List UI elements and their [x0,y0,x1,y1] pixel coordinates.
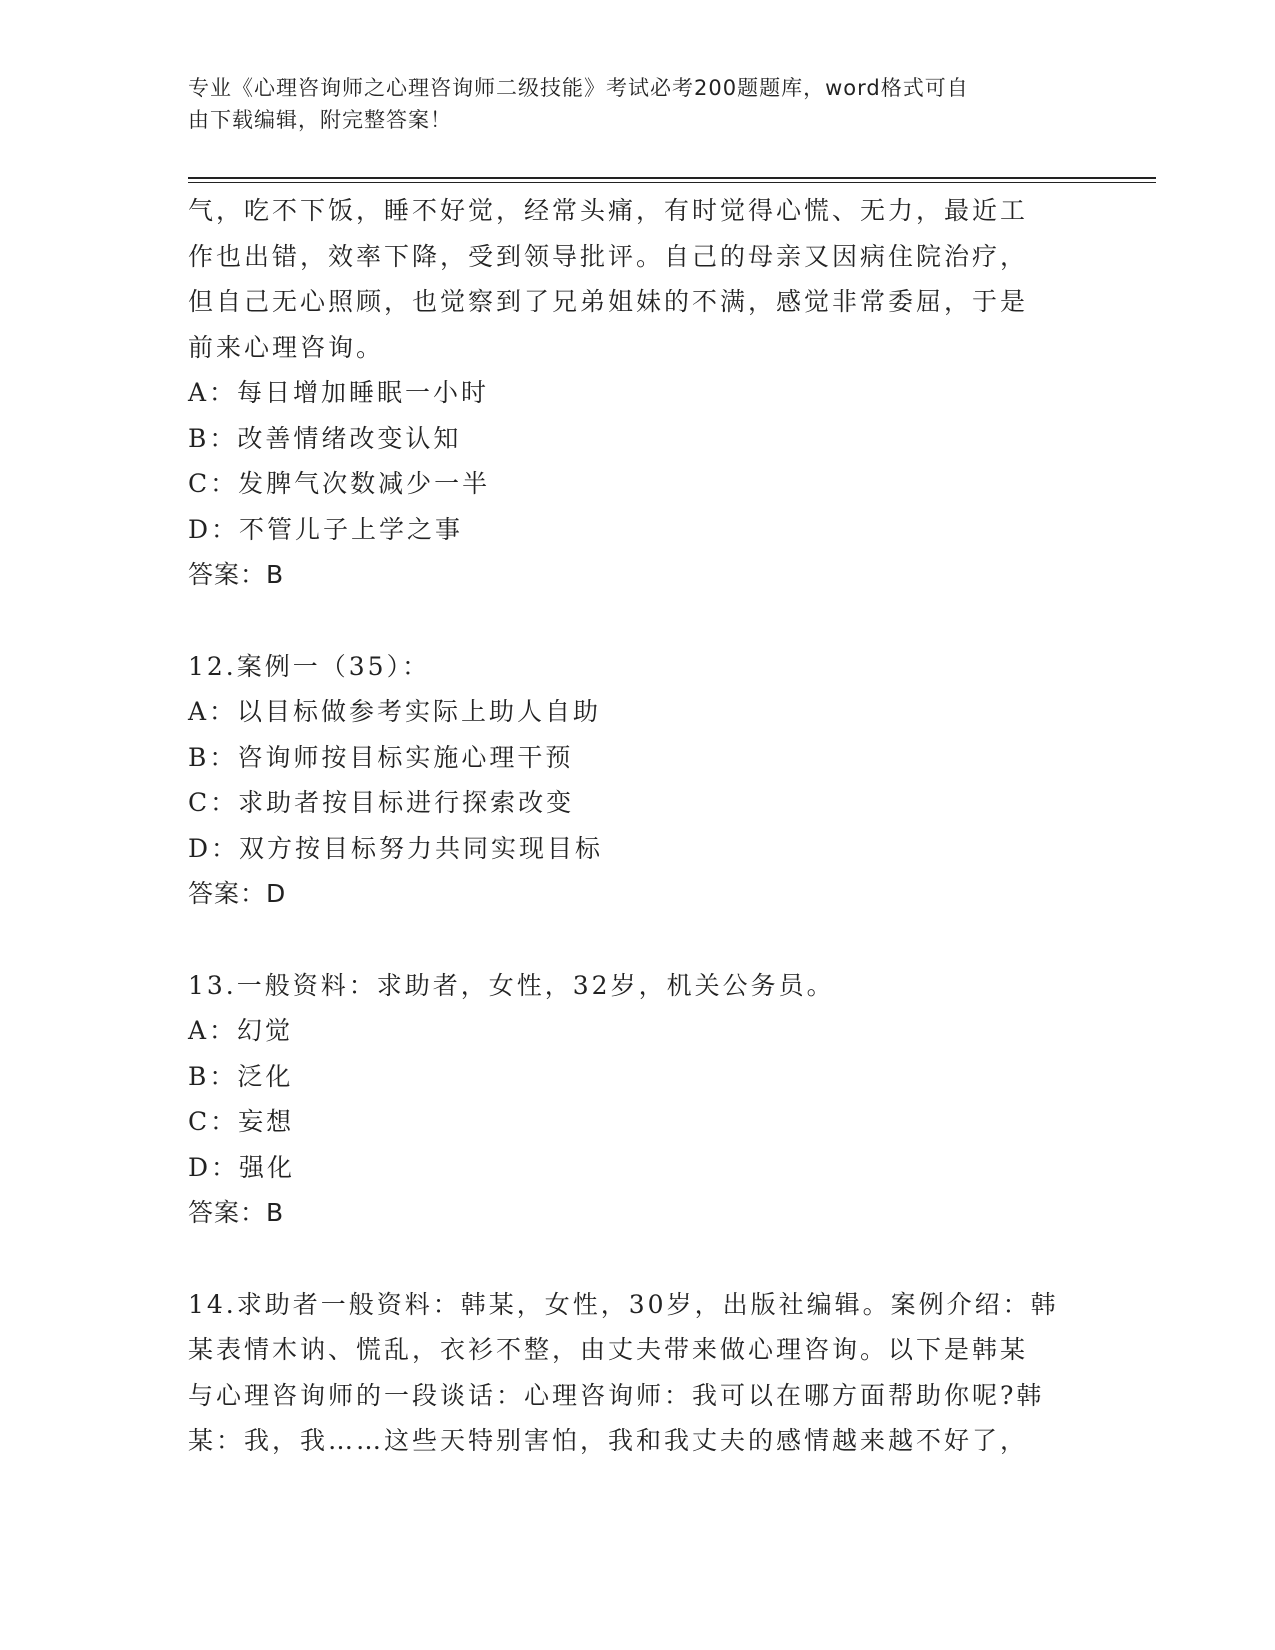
option-b: B：泛化 [188,1061,294,1091]
option-b: B：咨询师按目标实施心理干预 [188,742,574,772]
option-a: A：幻觉 [188,1016,294,1045]
question-text-line: 但自己无心照顾，也觉察到了兄弟姐妹的不满，感觉非常委屈，于是 [188,287,1029,316]
question-text-line: 14.求助者一般资料：韩某，女性，30岁，出版社编辑。案例介绍：韩 [188,1289,1059,1319]
question-11 [188,188,1088,598]
header-line-1: 专业《心理咨询师之心理咨询师二级技能》考试必考200题题库，word格式可自 [188,76,969,100]
option-c: C：妄想 [188,1107,295,1136]
answer-line: 答案：B [188,1198,285,1227]
question-12 [188,644,1088,917]
option-a: A：以目标做参考实际上助人自助 [188,697,602,726]
question-13 [188,963,1088,1236]
answer-line: 答案：D [188,879,287,908]
answer-line: 答案：B [188,560,285,589]
header-divider-thick [188,177,1156,179]
question-text-line: 与心理咨询师的一段谈话：心理咨询师：我可以在哪方面帮助你呢?韩 [188,1380,1045,1410]
option-b: B：改善情绪改变认知 [188,423,462,453]
question-text-line: 某：我，我……这些天特别害怕，我和我丈夫的感情越来越不好了， [188,1426,1029,1455]
option-d: D：强化 [188,1152,296,1182]
option-c: C：求助者按目标进行探索改变 [188,788,575,817]
question-text-line: 前来心理咨询。 [188,332,385,362]
question-text-line: 作也出错，效率下降，受到领导批评。自己的母亲又因病住院治疗， [188,241,1029,271]
question-text-line: 某表情木讷、慌乱，衣衫不整，由丈夫带来做心理咨询。以下是韩某 [188,1335,1029,1364]
header-divider-thin [188,182,1156,183]
option-a: A：每日增加睡眠一小时 [188,378,490,407]
question-14 [188,1282,1088,1464]
header-line-2: 由下载编辑，附完整答案！ [188,108,452,132]
document-header [188,72,1068,136]
question-text-line: 13.一般资料：求助者，女性，32岁，机关公务员。 [188,970,835,1000]
question-text-line: 气，吃不下饭，睡不好觉，经常头痛，有时觉得心慌、无力，最近工 [188,196,1029,225]
question-text-line: 12.案例一（35）： [188,651,431,681]
question-content [188,188,1088,1464]
option-d: D：双方按目标努力共同实现目标 [188,833,604,863]
option-c: C：发脾气次数减少一半 [188,469,491,498]
option-d: D：不管儿子上学之事 [188,514,464,544]
